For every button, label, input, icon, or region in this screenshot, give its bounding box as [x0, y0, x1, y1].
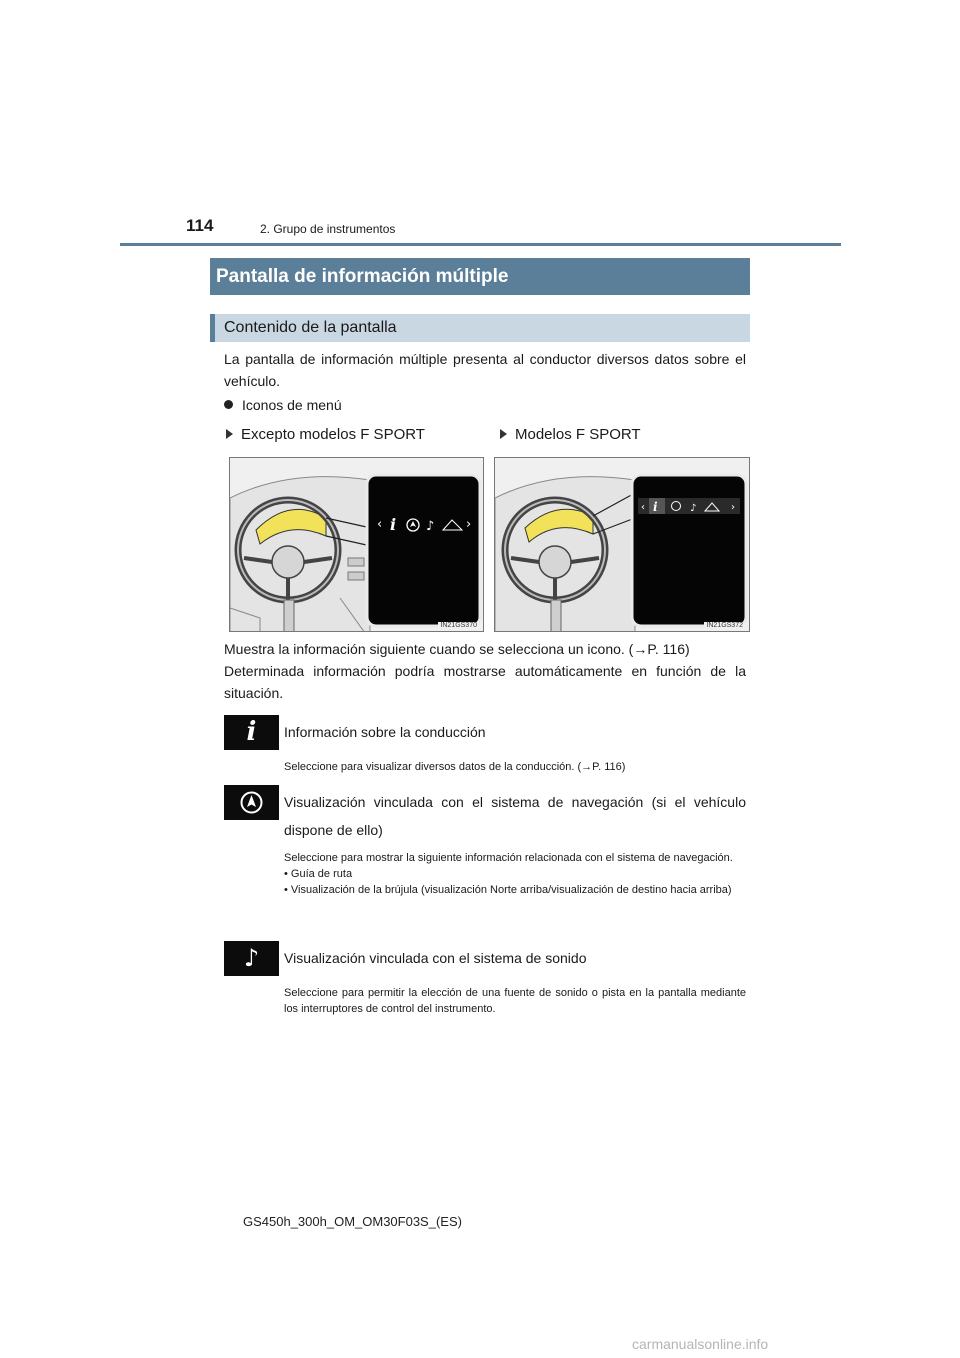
after-figure-line1: Muestra la información siguiente cuando se selecciona un icono. (→P. 116): [224, 641, 690, 657]
triangle-icon: [500, 429, 507, 439]
figure-standard: [229, 457, 484, 632]
list-item: • Visualización de la brújula (visualización Norte arriba/visualización de destino hacia arriba): [284, 884, 732, 896]
chapter-title: 2. Grupo de instrumentos: [260, 222, 396, 236]
audio-icon: ♪: [224, 941, 279, 976]
dashboard-illustration: [230, 458, 484, 632]
section-subtitle: Contenido de la pantalla: [210, 314, 750, 342]
figure-code: IN21GS372: [706, 622, 743, 629]
after-figure-line2: Determinada información podría mostrarse automáticamente en función de la situación.: [224, 663, 746, 701]
item-desc-driving-info: Seleccione para visualizar diversos datos de la conducción. (→P. 116): [284, 761, 626, 773]
svg-text:i: i: [653, 500, 658, 514]
svg-text:›: ›: [466, 517, 472, 532]
item-desc-navigation: Seleccione para mostrar la siguiente información relacionada con el sistema de navegación. • Guía de ruta • Visualización de la brújula (visualización Norte arriba/visualización de destino hacia arriba): [284, 850, 746, 898]
bullet-dot: [224, 400, 233, 409]
intro-paragraph: La pantalla de información múltiple presenta al conductor diversos datos sobre el vehículo.: [224, 351, 746, 389]
figure-fsport: [494, 457, 750, 632]
dashboard-illustration: [495, 458, 750, 632]
figure-code: IN21GS370: [440, 622, 477, 629]
svg-text:‹: ‹: [641, 502, 645, 513]
svg-text:‹: ‹: [377, 517, 383, 532]
bullet-text: Iconos de menú: [242, 397, 342, 413]
svg-text:♪: ♪: [690, 503, 697, 514]
variant-label-fsport: Modelos F SPORT: [500, 424, 740, 446]
footer-code: GS450h_300h_OM_OM30F03S_(ES): [243, 1214, 462, 1229]
item-desc-audio: Seleccione para permitir la elección de una fuente de sonido o pista en la pantalla mediante los interruptores de control del instrumento.: [284, 987, 746, 1015]
item-title-audio: Visualización vinculada con el sistema de sonido: [284, 950, 587, 966]
section-title: Pantalla de información múltiple: [210, 258, 750, 295]
watermark: carmanualsonline.info: [632, 1336, 769, 1352]
bullet-menu-icons: [224, 394, 746, 416]
page-number: 114: [186, 216, 214, 235]
item-title-driving-info: Información sobre la conducción: [284, 724, 486, 740]
info-icon: i: [224, 715, 279, 750]
svg-text:i: i: [390, 515, 397, 534]
list-item: • Guía de ruta: [284, 868, 353, 880]
triangle-icon: [226, 429, 233, 439]
header-rule: [120, 243, 841, 246]
svg-text:›: ›: [731, 502, 735, 513]
item-title-navigation: Visualización vinculada con el sistema de navegación (si el vehículo dispone de ello): [284, 794, 746, 838]
svg-text:♪: ♪: [426, 519, 435, 534]
navigation-icon: [224, 785, 279, 820]
variant-label-standard: Excepto modelos F SPORT: [226, 424, 486, 446]
